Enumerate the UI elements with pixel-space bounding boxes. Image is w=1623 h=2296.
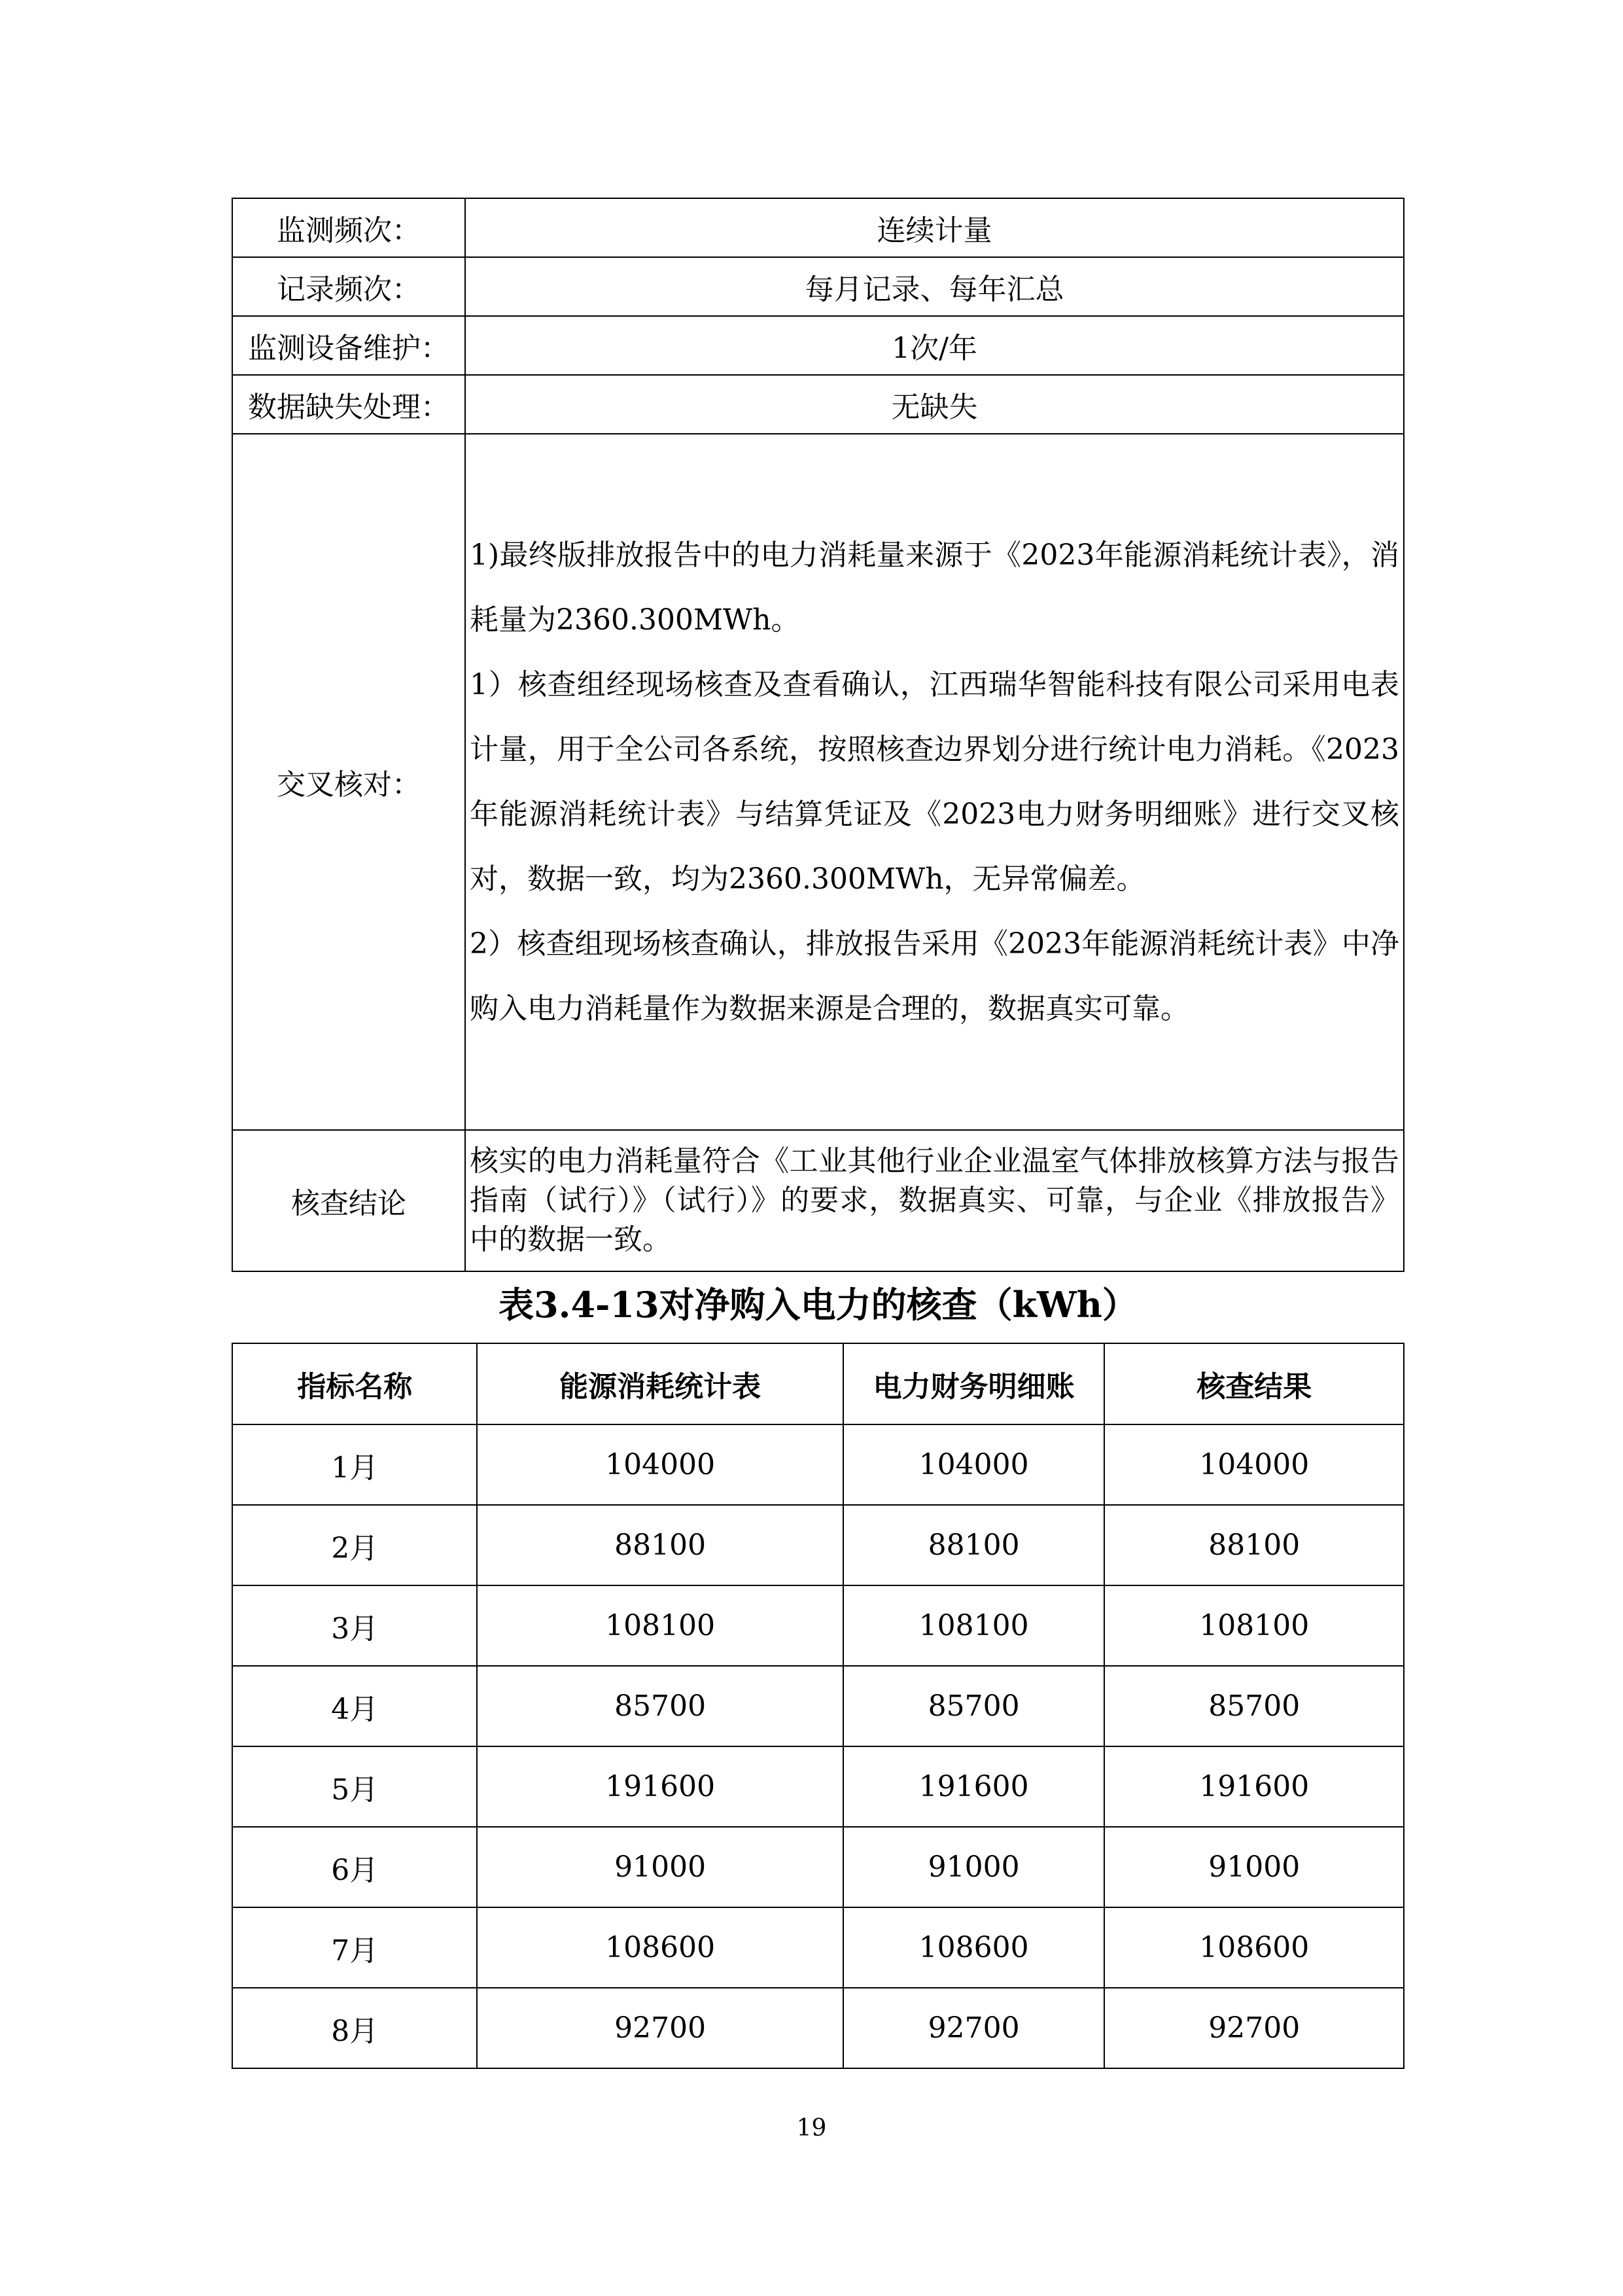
table-cell: 191600 — [1104, 1746, 1404, 1827]
table-cell: 6月 — [232, 1827, 477, 1907]
cross-check-row — [232, 434, 1404, 1130]
row-value: 连续计量 — [465, 198, 1404, 257]
page-number: 19 — [796, 2115, 827, 2142]
column-header: 电力财务明细账 — [843, 1343, 1105, 1424]
table-row — [232, 1988, 1404, 2068]
table-cell: 7月 — [232, 1907, 477, 1988]
table-cell: 88100 — [1104, 1505, 1404, 1585]
row-label: 数据缺失处理： — [232, 375, 465, 434]
table-cell: 108100 — [1104, 1585, 1404, 1666]
table-cell: 91000 — [477, 1827, 843, 1907]
table-cell: 108100 — [843, 1585, 1105, 1666]
row-value: 1次/年 — [465, 316, 1404, 375]
table-cell: 3月 — [232, 1585, 477, 1666]
table-cell: 92700 — [1104, 1988, 1404, 2068]
table-cell: 108100 — [477, 1585, 843, 1666]
table-row — [232, 1505, 1404, 1585]
table-cell: 1月 — [232, 1424, 477, 1505]
info-row — [232, 375, 1404, 434]
table-cell: 88100 — [477, 1505, 843, 1585]
table-cell: 2月 — [232, 1505, 477, 1585]
table-row — [232, 1827, 1404, 1907]
info-row — [232, 257, 1404, 316]
table-row — [232, 1746, 1404, 1827]
verification-info-table — [232, 198, 1405, 1272]
table-cell: 108600 — [1104, 1907, 1404, 1988]
table-cell: 85700 — [1104, 1666, 1404, 1746]
table-cell: 104000 — [477, 1424, 843, 1505]
table-cell: 85700 — [477, 1666, 843, 1746]
table-cell: 104000 — [1104, 1424, 1404, 1505]
table-cell: 5月 — [232, 1746, 477, 1827]
table-cell: 92700 — [477, 1988, 843, 2068]
cross-check-paragraph: 1)最终版排放报告中的电力消耗量来源于《2023年能源消耗统计表》，消耗量为2360.300MWh。 — [470, 539, 1399, 637]
row-value: 无缺失 — [465, 375, 1404, 434]
conclusion-label: 核查结论 — [232, 1130, 465, 1271]
table-cell: 91000 — [843, 1827, 1105, 1907]
table-cell: 91000 — [1104, 1827, 1404, 1907]
electricity-check-table — [232, 1343, 1405, 2069]
column-header: 指标名称 — [232, 1343, 477, 1424]
info-row — [232, 198, 1404, 257]
column-header: 核查结果 — [1104, 1343, 1404, 1424]
table-cell: 85700 — [843, 1666, 1105, 1746]
conclusion-row — [232, 1130, 1404, 1271]
column-header: 能源消耗统计表 — [477, 1343, 843, 1424]
row-label: 监测频次： — [232, 198, 465, 257]
conclusion-text: 核实的电力消耗量符合《工业其他行业企业温室气体排放核算方法与报告指南（试行）》（试行）》的要求，数据真实、可靠，与企业《排放报告》中的数据一致。 — [465, 1130, 1404, 1271]
cross-check-text — [465, 434, 1404, 1130]
cross-check-paragraph: 1）核查组经现场核查及查看确认，江西瑞华智能科技有限公司采用电表计量，用于全公司各系统，按照核查边界划分进行统计电力消耗。《2023年能源消耗统计表》与结算凭证及《2023电力财务明细账》进行交叉核对，数据一致，均为2360.300MWh，无异常偏差。 — [470, 668, 1399, 896]
table-header-row — [232, 1343, 1404, 1424]
info-row — [232, 316, 1404, 375]
table-cell: 104000 — [843, 1424, 1105, 1505]
table-row — [232, 1907, 1404, 1988]
row-label: 记录频次： — [232, 257, 465, 316]
row-label: 监测设备维护： — [232, 316, 465, 375]
cross-check-paragraph: 2）核查组现场核查确认，排放报告采用《2023年能源消耗统计表》中净购入电力消耗量作为数据来源是合理的，数据真实可靠。 — [470, 927, 1399, 1025]
table-row — [232, 1585, 1404, 1666]
table-cell: 4月 — [232, 1666, 477, 1746]
row-value: 每月记录、每年汇总 — [465, 257, 1404, 316]
table-cell: 88100 — [843, 1505, 1105, 1585]
table-row — [232, 1424, 1404, 1505]
table-cell: 108600 — [477, 1907, 843, 1988]
cross-check-label: 交叉核对： — [232, 434, 465, 1130]
table-cell: 92700 — [843, 1988, 1105, 2068]
table-cell: 8月 — [232, 1988, 477, 2068]
table-caption: 表3.4-13对净购入电力的核查（kWh） — [498, 1284, 1138, 1326]
table-cell: 191600 — [843, 1746, 1105, 1827]
table-row — [232, 1666, 1404, 1746]
table-cell: 108600 — [843, 1907, 1105, 1988]
table-cell: 191600 — [477, 1746, 843, 1827]
